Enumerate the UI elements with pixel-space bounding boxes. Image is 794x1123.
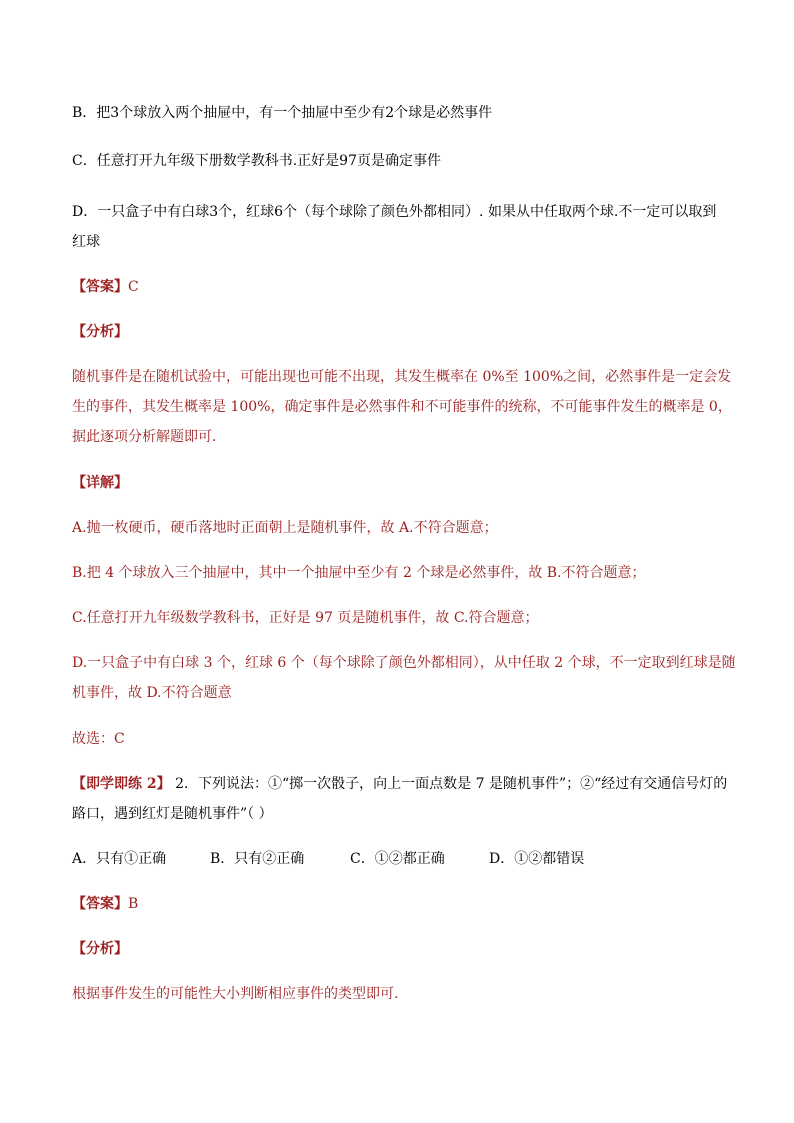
q2-option-c: C．①②都正确 bbox=[350, 851, 445, 867]
q2-option-a: A．只有①正确 bbox=[72, 851, 167, 867]
answer-label: 【答案】 bbox=[72, 279, 128, 295]
q2-analysis-label: 【分析】 bbox=[72, 941, 128, 957]
q1-detail-line: B.把 4 个球放入三个抽屉中，其中一个抽屉中至少有 2 个球是必然事件，故 B.不符合题意； bbox=[72, 565, 646, 581]
q2-stem-line1 bbox=[72, 775, 727, 793]
answer-value: C bbox=[128, 279, 139, 295]
q1-analysis-line: 生的事件，其发生概率是 100%，确定事件是必然事件和不可能事件的统称，不可能事件发生的概率是 0， bbox=[72, 399, 732, 415]
q2-stem-text: 2．下列说法：①“掷一次骰子，向上一面点数是 7 是随机事件”；②“经过有交通信号灯的 bbox=[170, 776, 728, 792]
q1-detail-line: A.抛一枚硬币，硬币落地时正面朝上是随机事件，故 A.不符合题意； bbox=[72, 520, 498, 536]
q1-detail-line: D.一只盒子中有白球 3 个，红球 6 个（每个球除了颜色外都相同），从中任取 2 个球，不一定取到红球是随 bbox=[72, 655, 736, 671]
q1-detail-line: C.任意打开九年级数学教科书，正好是 97 页是随机事件，故 C.符合题意； bbox=[72, 610, 539, 626]
q1-choice: 故选：C bbox=[72, 731, 125, 747]
q2-stem-line2: 路口，遇到红灯是随机事件”（ ） bbox=[72, 806, 273, 822]
q2-analysis-text: 根据事件发生的可能性大小判断相应事件的类型即可. bbox=[72, 986, 399, 1002]
q1-option-c: C．任意打开九年级下册数学教科书.正好是97页是确定事件 bbox=[72, 153, 441, 169]
answer-value: B bbox=[128, 896, 139, 912]
q2-option-b: B．只有②正确 bbox=[210, 851, 305, 867]
q1-analysis-line: 据此逐项分析解题即可． bbox=[72, 429, 226, 445]
practice-tag: 【即学即练 2】 bbox=[72, 776, 171, 792]
q1-option-d-line1: D．一只盒子中有白球3个，红球6个（每个球除了颜色外都相同）. 如果从中任取两个球.不一定可以取到 bbox=[72, 204, 717, 220]
q2-options bbox=[72, 850, 584, 868]
q2-option-d: D．①②都错误 bbox=[489, 851, 585, 867]
q2-answer bbox=[72, 895, 138, 913]
q1-option-d-line2: 红球 bbox=[72, 234, 100, 250]
q1-detail-line: 机事件，故 D.不符合题意 bbox=[72, 685, 232, 701]
q1-answer bbox=[72, 278, 139, 296]
q1-analysis-label: 【分析】 bbox=[72, 324, 128, 340]
q1-analysis-line: 随机事件是在随机试验中，可能出现也可能不出现，其发生概率在 0%至 100%之间，必然事件是一定会发 bbox=[72, 369, 732, 385]
answer-label: 【答案】 bbox=[72, 896, 128, 912]
q1-option-b: B．把3个球放入两个抽屉中，有一个抽屉中至少有2个球是必然事件 bbox=[72, 105, 493, 121]
q1-detail-label: 【详解】 bbox=[72, 475, 128, 491]
